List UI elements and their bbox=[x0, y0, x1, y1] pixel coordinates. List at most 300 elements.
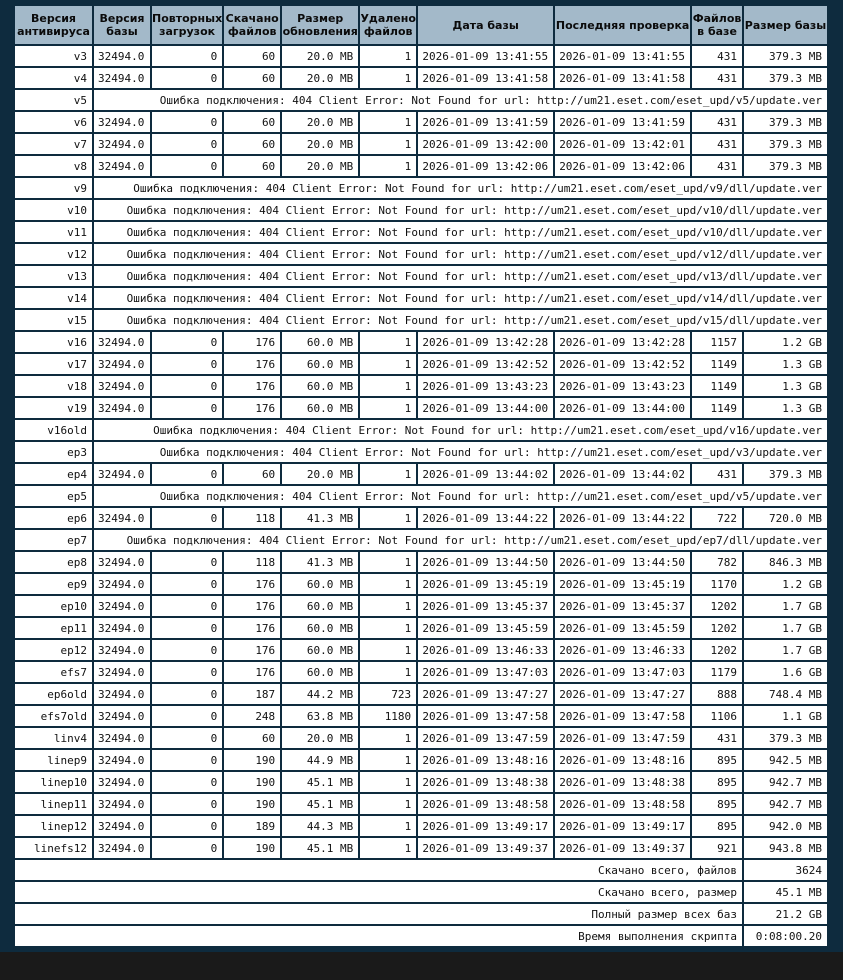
downloaded-files-cell: 60 bbox=[224, 134, 280, 154]
col-header-db-size: Размер базы bbox=[744, 6, 827, 44]
db-version-cell: 32494.0 bbox=[94, 618, 150, 638]
error-message-cell: Ошибка подключения: 404 Client Error: Not Found for url: http://um21.eset.com/eset_upd/v10/dll/update.ver bbox=[94, 200, 827, 220]
deleted-files-cell: 1 bbox=[360, 156, 416, 176]
av-version-cell: ep7 bbox=[15, 530, 92, 550]
deleted-files-cell: 1 bbox=[360, 618, 416, 638]
table-row bbox=[15, 794, 827, 814]
retries-cell: 0 bbox=[152, 838, 222, 858]
table-header bbox=[15, 6, 827, 44]
update-size-cell: 41.3 MB bbox=[282, 552, 358, 572]
table-body bbox=[15, 46, 827, 858]
update-size-cell: 44.9 MB bbox=[282, 750, 358, 770]
downloaded-files-cell: 190 bbox=[224, 794, 280, 814]
db-date-cell: 2026-01-09 13:47:27 bbox=[418, 684, 553, 704]
db-version-cell: 32494.0 bbox=[94, 552, 150, 572]
last-check-cell: 2026-01-09 13:49:17 bbox=[555, 816, 690, 836]
av-version-cell: ep6 bbox=[15, 508, 92, 528]
db-version-cell: 32494.0 bbox=[94, 112, 150, 132]
table-row bbox=[15, 354, 827, 374]
db-size-cell: 1.7 GB bbox=[744, 618, 827, 638]
downloaded-files-cell: 176 bbox=[224, 618, 280, 638]
db-size-cell: 720.0 MB bbox=[744, 508, 827, 528]
files-in-db-cell: 1149 bbox=[692, 398, 742, 418]
db-date-cell: 2026-01-09 13:44:22 bbox=[418, 508, 553, 528]
db-version-cell: 32494.0 bbox=[94, 508, 150, 528]
retries-cell: 0 bbox=[152, 156, 222, 176]
av-version-cell: v7 bbox=[15, 134, 92, 154]
db-date-cell: 2026-01-09 13:48:58 bbox=[418, 794, 553, 814]
last-check-cell: 2026-01-09 13:42:52 bbox=[555, 354, 690, 374]
av-version-cell: ep3 bbox=[15, 442, 92, 462]
db-date-cell: 2026-01-09 13:49:37 bbox=[418, 838, 553, 858]
deleted-files-cell: 1 bbox=[360, 332, 416, 352]
av-version-cell: v4 bbox=[15, 68, 92, 88]
summary-row bbox=[15, 860, 827, 880]
deleted-files-cell: 1 bbox=[360, 46, 416, 66]
table-row bbox=[15, 706, 827, 726]
files-in-db-cell: 431 bbox=[692, 68, 742, 88]
retries-cell: 0 bbox=[152, 596, 222, 616]
summary-label: Время выполнения скрипта bbox=[15, 926, 742, 946]
downloaded-files-cell: 187 bbox=[224, 684, 280, 704]
db-version-cell: 32494.0 bbox=[94, 332, 150, 352]
downloaded-files-cell: 176 bbox=[224, 662, 280, 682]
deleted-files-cell: 1 bbox=[360, 134, 416, 154]
retries-cell: 0 bbox=[152, 640, 222, 660]
last-check-cell: 2026-01-09 13:48:58 bbox=[555, 794, 690, 814]
db-date-cell: 2026-01-09 13:42:00 bbox=[418, 134, 553, 154]
db-version-cell: 32494.0 bbox=[94, 156, 150, 176]
update-size-cell: 20.0 MB bbox=[282, 112, 358, 132]
db-size-cell: 943.8 MB bbox=[744, 838, 827, 858]
retries-cell: 0 bbox=[152, 794, 222, 814]
db-size-cell: 379.3 MB bbox=[744, 464, 827, 484]
downloaded-files-cell: 189 bbox=[224, 816, 280, 836]
deleted-files-cell: 1 bbox=[360, 838, 416, 858]
files-in-db-cell: 431 bbox=[692, 46, 742, 66]
summary-row bbox=[15, 904, 827, 924]
av-version-cell: ep8 bbox=[15, 552, 92, 572]
files-in-db-cell: 431 bbox=[692, 464, 742, 484]
db-date-cell: 2026-01-09 13:47:58 bbox=[418, 706, 553, 726]
files-in-db-cell: 722 bbox=[692, 508, 742, 528]
update-size-cell: 20.0 MB bbox=[282, 134, 358, 154]
retries-cell: 0 bbox=[152, 772, 222, 792]
downloaded-files-cell: 248 bbox=[224, 706, 280, 726]
downloaded-files-cell: 60 bbox=[224, 46, 280, 66]
summary-value: 0:08:00.20 bbox=[744, 926, 827, 946]
db-date-cell: 2026-01-09 13:44:50 bbox=[418, 552, 553, 572]
db-date-cell: 2026-01-09 13:42:06 bbox=[418, 156, 553, 176]
db-size-cell: 942.5 MB bbox=[744, 750, 827, 770]
db-date-cell: 2026-01-09 13:41:58 bbox=[418, 68, 553, 88]
files-in-db-cell: 1170 bbox=[692, 574, 742, 594]
db-version-cell: 32494.0 bbox=[94, 398, 150, 418]
update-size-cell: 45.1 MB bbox=[282, 794, 358, 814]
table-row bbox=[15, 530, 827, 550]
deleted-files-cell: 1180 bbox=[360, 706, 416, 726]
files-in-db-cell: 1179 bbox=[692, 662, 742, 682]
retries-cell: 0 bbox=[152, 662, 222, 682]
av-version-cell: linv4 bbox=[15, 728, 92, 748]
db-date-cell: 2026-01-09 13:47:03 bbox=[418, 662, 553, 682]
summary-row bbox=[15, 882, 827, 902]
deleted-files-cell: 1 bbox=[360, 772, 416, 792]
db-version-cell: 32494.0 bbox=[94, 838, 150, 858]
table-row bbox=[15, 288, 827, 308]
db-date-cell: 2026-01-09 13:41:55 bbox=[418, 46, 553, 66]
files-in-db-cell: 895 bbox=[692, 750, 742, 770]
table-row bbox=[15, 684, 827, 704]
db-version-cell: 32494.0 bbox=[94, 134, 150, 154]
files-in-db-cell: 1149 bbox=[692, 354, 742, 374]
db-version-cell: 32494.0 bbox=[94, 464, 150, 484]
db-date-cell: 2026-01-09 13:47:59 bbox=[418, 728, 553, 748]
deleted-files-cell: 1 bbox=[360, 464, 416, 484]
retries-cell: 0 bbox=[152, 464, 222, 484]
col-header-deleted-files: Удалено файлов bbox=[360, 6, 416, 44]
db-version-cell: 32494.0 bbox=[94, 706, 150, 726]
av-version-cell: linep9 bbox=[15, 750, 92, 770]
col-header-last-check: Последняя проверка bbox=[555, 6, 690, 44]
downloaded-files-cell: 60 bbox=[224, 68, 280, 88]
table-row bbox=[15, 112, 827, 132]
av-version-cell: linep11 bbox=[15, 794, 92, 814]
downloaded-files-cell: 176 bbox=[224, 596, 280, 616]
last-check-cell: 2026-01-09 13:49:37 bbox=[555, 838, 690, 858]
db-version-cell: 32494.0 bbox=[94, 662, 150, 682]
files-in-db-cell: 431 bbox=[692, 728, 742, 748]
downloaded-files-cell: 176 bbox=[224, 574, 280, 594]
update-size-cell: 44.3 MB bbox=[282, 816, 358, 836]
db-date-cell: 2026-01-09 13:46:33 bbox=[418, 640, 553, 660]
update-size-cell: 45.1 MB bbox=[282, 772, 358, 792]
db-version-cell: 32494.0 bbox=[94, 596, 150, 616]
av-version-cell: v12 bbox=[15, 244, 92, 264]
table-row bbox=[15, 618, 827, 638]
error-message-cell: Ошибка подключения: 404 Client Error: Not Found for url: http://um21.eset.com/eset_upd/ep7/dll/update.ver bbox=[94, 530, 827, 550]
last-check-cell: 2026-01-09 13:48:16 bbox=[555, 750, 690, 770]
table-row bbox=[15, 442, 827, 462]
table-row bbox=[15, 596, 827, 616]
update-size-cell: 20.0 MB bbox=[282, 46, 358, 66]
db-size-cell: 379.3 MB bbox=[744, 728, 827, 748]
deleted-files-cell: 723 bbox=[360, 684, 416, 704]
col-header-downloaded-files: Скачано файлов bbox=[224, 6, 280, 44]
db-version-cell: 32494.0 bbox=[94, 376, 150, 396]
error-message-cell: Ошибка подключения: 404 Client Error: Not Found for url: http://um21.eset.com/eset_upd/v10/dll/update.ver bbox=[94, 222, 827, 242]
last-check-cell: 2026-01-09 13:45:59 bbox=[555, 618, 690, 638]
col-header-db-date: Дата базы bbox=[418, 6, 553, 44]
summary-label: Скачано всего, файлов bbox=[15, 860, 742, 880]
files-in-db-cell: 895 bbox=[692, 772, 742, 792]
header-row bbox=[15, 6, 827, 44]
table-row bbox=[15, 266, 827, 286]
av-version-cell: linep12 bbox=[15, 816, 92, 836]
retries-cell: 0 bbox=[152, 68, 222, 88]
deleted-files-cell: 1 bbox=[360, 750, 416, 770]
db-date-cell: 2026-01-09 13:45:37 bbox=[418, 596, 553, 616]
av-version-cell: v19 bbox=[15, 398, 92, 418]
table-row bbox=[15, 464, 827, 484]
db-size-cell: 942.7 MB bbox=[744, 772, 827, 792]
db-size-cell: 1.2 GB bbox=[744, 332, 827, 352]
retries-cell: 0 bbox=[152, 398, 222, 418]
summary-row bbox=[15, 926, 827, 946]
deleted-files-cell: 1 bbox=[360, 662, 416, 682]
db-size-cell: 846.3 MB bbox=[744, 552, 827, 572]
retries-cell: 0 bbox=[152, 684, 222, 704]
col-header-av-version: Версия антивируса bbox=[15, 6, 92, 44]
av-version-cell: ep4 bbox=[15, 464, 92, 484]
db-version-cell: 32494.0 bbox=[94, 354, 150, 374]
last-check-cell: 2026-01-09 13:41:59 bbox=[555, 112, 690, 132]
db-date-cell: 2026-01-09 13:42:52 bbox=[418, 354, 553, 374]
downloaded-files-cell: 60 bbox=[224, 464, 280, 484]
av-version-cell: v13 bbox=[15, 266, 92, 286]
retries-cell: 0 bbox=[152, 706, 222, 726]
db-version-cell: 32494.0 bbox=[94, 750, 150, 770]
deleted-files-cell: 1 bbox=[360, 68, 416, 88]
db-size-cell: 748.4 MB bbox=[744, 684, 827, 704]
db-size-cell: 1.7 GB bbox=[744, 596, 827, 616]
av-version-cell: v11 bbox=[15, 222, 92, 242]
deleted-files-cell: 1 bbox=[360, 112, 416, 132]
summary-value: 21.2 GB bbox=[744, 904, 827, 924]
table-row bbox=[15, 420, 827, 440]
table-row bbox=[15, 332, 827, 352]
downloaded-files-cell: 176 bbox=[224, 398, 280, 418]
av-version-cell: ep6old bbox=[15, 684, 92, 704]
retries-cell: 0 bbox=[152, 552, 222, 572]
last-check-cell: 2026-01-09 13:47:59 bbox=[555, 728, 690, 748]
last-check-cell: 2026-01-09 13:44:50 bbox=[555, 552, 690, 572]
col-header-db-version: Версия базы bbox=[94, 6, 150, 44]
db-date-cell: 2026-01-09 13:44:02 bbox=[418, 464, 553, 484]
table-row bbox=[15, 772, 827, 792]
db-size-cell: 379.3 MB bbox=[744, 112, 827, 132]
summary-label: Скачано всего, размер bbox=[15, 882, 742, 902]
files-in-db-cell: 1202 bbox=[692, 618, 742, 638]
db-version-cell: 32494.0 bbox=[94, 574, 150, 594]
db-version-cell: 32494.0 bbox=[94, 772, 150, 792]
summary-value: 3624 bbox=[744, 860, 827, 880]
av-version-cell: v3 bbox=[15, 46, 92, 66]
table-row bbox=[15, 640, 827, 660]
db-version-cell: 32494.0 bbox=[94, 46, 150, 66]
db-size-cell: 1.6 GB bbox=[744, 662, 827, 682]
error-message-cell: Ошибка подключения: 404 Client Error: Not Found for url: http://um21.eset.com/eset_upd/v13/dll/update.ver bbox=[94, 266, 827, 286]
db-version-cell: 32494.0 bbox=[94, 68, 150, 88]
update-size-cell: 45.1 MB bbox=[282, 838, 358, 858]
files-in-db-cell: 888 bbox=[692, 684, 742, 704]
table-row bbox=[15, 574, 827, 594]
update-size-cell: 60.0 MB bbox=[282, 332, 358, 352]
error-message-cell: Ошибка подключения: 404 Client Error: Not Found for url: http://um21.eset.com/eset_upd/v14/dll/update.ver bbox=[94, 288, 827, 308]
last-check-cell: 2026-01-09 13:48:38 bbox=[555, 772, 690, 792]
update-size-cell: 60.0 MB bbox=[282, 662, 358, 682]
table-row bbox=[15, 244, 827, 264]
downloaded-files-cell: 60 bbox=[224, 156, 280, 176]
files-in-db-cell: 431 bbox=[692, 134, 742, 154]
last-check-cell: 2026-01-09 13:42:06 bbox=[555, 156, 690, 176]
downloaded-files-cell: 176 bbox=[224, 376, 280, 396]
db-date-cell: 2026-01-09 13:44:00 bbox=[418, 398, 553, 418]
last-check-cell: 2026-01-09 13:45:37 bbox=[555, 596, 690, 616]
db-date-cell: 2026-01-09 13:41:59 bbox=[418, 112, 553, 132]
files-in-db-cell: 1202 bbox=[692, 596, 742, 616]
retries-cell: 0 bbox=[152, 508, 222, 528]
error-message-cell: Ошибка подключения: 404 Client Error: Not Found for url: http://um21.eset.com/eset_upd/v5/update.ver bbox=[94, 90, 827, 110]
files-in-db-cell: 1202 bbox=[692, 640, 742, 660]
av-version-cell: v9 bbox=[15, 178, 92, 198]
table-row bbox=[15, 398, 827, 418]
files-in-db-cell: 1149 bbox=[692, 376, 742, 396]
error-message-cell: Ошибка подключения: 404 Client Error: Not Found for url: http://um21.eset.com/eset_upd/v12/dll/update.ver bbox=[94, 244, 827, 264]
files-in-db-cell: 921 bbox=[692, 838, 742, 858]
last-check-cell: 2026-01-09 13:41:55 bbox=[555, 46, 690, 66]
summary-value: 45.1 MB bbox=[744, 882, 827, 902]
last-check-cell: 2026-01-09 13:45:19 bbox=[555, 574, 690, 594]
downloaded-files-cell: 118 bbox=[224, 508, 280, 528]
last-check-cell: 2026-01-09 13:42:28 bbox=[555, 332, 690, 352]
update-size-cell: 41.3 MB bbox=[282, 508, 358, 528]
update-size-cell: 60.0 MB bbox=[282, 398, 358, 418]
av-version-cell: linep10 bbox=[15, 772, 92, 792]
last-check-cell: 2026-01-09 13:43:23 bbox=[555, 376, 690, 396]
files-in-db-cell: 1157 bbox=[692, 332, 742, 352]
update-size-cell: 20.0 MB bbox=[282, 156, 358, 176]
deleted-files-cell: 1 bbox=[360, 398, 416, 418]
files-in-db-cell: 895 bbox=[692, 816, 742, 836]
table-row bbox=[15, 816, 827, 836]
update-size-cell: 20.0 MB bbox=[282, 464, 358, 484]
update-size-cell: 44.2 MB bbox=[282, 684, 358, 704]
db-version-cell: 32494.0 bbox=[94, 794, 150, 814]
db-date-cell: 2026-01-09 13:48:38 bbox=[418, 772, 553, 792]
av-version-cell: efs7old bbox=[15, 706, 92, 726]
table-row bbox=[15, 662, 827, 682]
av-version-cell: efs7 bbox=[15, 662, 92, 682]
last-check-cell: 2026-01-09 13:46:33 bbox=[555, 640, 690, 660]
db-size-cell: 1.3 GB bbox=[744, 398, 827, 418]
downloaded-files-cell: 176 bbox=[224, 354, 280, 374]
downloaded-files-cell: 60 bbox=[224, 728, 280, 748]
table-row bbox=[15, 508, 827, 528]
update-size-cell: 60.0 MB bbox=[282, 640, 358, 660]
downloaded-files-cell: 176 bbox=[224, 640, 280, 660]
av-version-cell: v18 bbox=[15, 376, 92, 396]
retries-cell: 0 bbox=[152, 354, 222, 374]
av-version-cell: v15 bbox=[15, 310, 92, 330]
db-size-cell: 379.3 MB bbox=[744, 46, 827, 66]
deleted-files-cell: 1 bbox=[360, 552, 416, 572]
col-header-retries: Повторных загрузок bbox=[152, 6, 222, 44]
av-version-cell: v10 bbox=[15, 200, 92, 220]
db-size-cell: 942.7 MB bbox=[744, 794, 827, 814]
files-in-db-cell: 1106 bbox=[692, 706, 742, 726]
table-row bbox=[15, 68, 827, 88]
av-version-cell: v14 bbox=[15, 288, 92, 308]
table-row bbox=[15, 838, 827, 858]
db-date-cell: 2026-01-09 13:45:19 bbox=[418, 574, 553, 594]
last-check-cell: 2026-01-09 13:44:00 bbox=[555, 398, 690, 418]
av-version-cell: ep12 bbox=[15, 640, 92, 660]
table-row bbox=[15, 178, 827, 198]
update-size-cell: 63.8 MB bbox=[282, 706, 358, 726]
table-row bbox=[15, 310, 827, 330]
av-version-cell: v8 bbox=[15, 156, 92, 176]
av-version-cell: v16 bbox=[15, 332, 92, 352]
retries-cell: 0 bbox=[152, 618, 222, 638]
retries-cell: 0 bbox=[152, 728, 222, 748]
db-version-cell: 32494.0 bbox=[94, 728, 150, 748]
retries-cell: 0 bbox=[152, 574, 222, 594]
last-check-cell: 2026-01-09 13:47:58 bbox=[555, 706, 690, 726]
update-size-cell: 60.0 MB bbox=[282, 618, 358, 638]
files-in-db-cell: 782 bbox=[692, 552, 742, 572]
retries-cell: 0 bbox=[152, 376, 222, 396]
update-size-cell: 20.0 MB bbox=[282, 728, 358, 748]
db-date-cell: 2026-01-09 13:43:23 bbox=[418, 376, 553, 396]
db-date-cell: 2026-01-09 13:49:17 bbox=[418, 816, 553, 836]
update-size-cell: 60.0 MB bbox=[282, 354, 358, 374]
db-version-cell: 32494.0 bbox=[94, 816, 150, 836]
db-date-cell: 2026-01-09 13:42:28 bbox=[418, 332, 553, 352]
table-row bbox=[15, 486, 827, 506]
deleted-files-cell: 1 bbox=[360, 596, 416, 616]
db-size-cell: 379.3 MB bbox=[744, 134, 827, 154]
av-version-cell: ep10 bbox=[15, 596, 92, 616]
av-version-cell: v17 bbox=[15, 354, 92, 374]
db-size-cell: 379.3 MB bbox=[744, 68, 827, 88]
table-row bbox=[15, 750, 827, 770]
retries-cell: 0 bbox=[152, 112, 222, 132]
last-check-cell: 2026-01-09 13:41:58 bbox=[555, 68, 690, 88]
db-size-cell: 1.7 GB bbox=[744, 640, 827, 660]
db-size-cell: 942.0 MB bbox=[744, 816, 827, 836]
av-version-cell: v16old bbox=[15, 420, 92, 440]
files-in-db-cell: 895 bbox=[692, 794, 742, 814]
table-row bbox=[15, 222, 827, 242]
downloaded-files-cell: 190 bbox=[224, 750, 280, 770]
deleted-files-cell: 1 bbox=[360, 640, 416, 660]
db-size-cell: 1.2 GB bbox=[744, 574, 827, 594]
files-in-db-cell: 431 bbox=[692, 156, 742, 176]
files-in-db-cell: 431 bbox=[692, 112, 742, 132]
last-check-cell: 2026-01-09 13:47:03 bbox=[555, 662, 690, 682]
error-message-cell: Ошибка подключения: 404 Client Error: Not Found for url: http://um21.eset.com/eset_upd/v3/update.ver bbox=[94, 442, 827, 462]
downloaded-files-cell: 118 bbox=[224, 552, 280, 572]
table-summary bbox=[15, 860, 827, 946]
downloaded-files-cell: 176 bbox=[224, 332, 280, 352]
summary-label: Полный размер всех баз bbox=[15, 904, 742, 924]
error-message-cell: Ошибка подключения: 404 Client Error: Not Found for url: http://um21.eset.com/eset_upd/v5/update.ver bbox=[94, 486, 827, 506]
update-size-cell: 60.0 MB bbox=[282, 574, 358, 594]
av-version-cell: ep9 bbox=[15, 574, 92, 594]
retries-cell: 0 bbox=[152, 750, 222, 770]
table-row bbox=[15, 728, 827, 748]
av-version-cell: ep5 bbox=[15, 486, 92, 506]
update-size-cell: 60.0 MB bbox=[282, 376, 358, 396]
db-size-cell: 379.3 MB bbox=[744, 156, 827, 176]
table-row bbox=[15, 376, 827, 396]
retries-cell: 0 bbox=[152, 332, 222, 352]
av-version-cell: linefs12 bbox=[15, 838, 92, 858]
retries-cell: 0 bbox=[152, 134, 222, 154]
table-row bbox=[15, 200, 827, 220]
deleted-files-cell: 1 bbox=[360, 508, 416, 528]
